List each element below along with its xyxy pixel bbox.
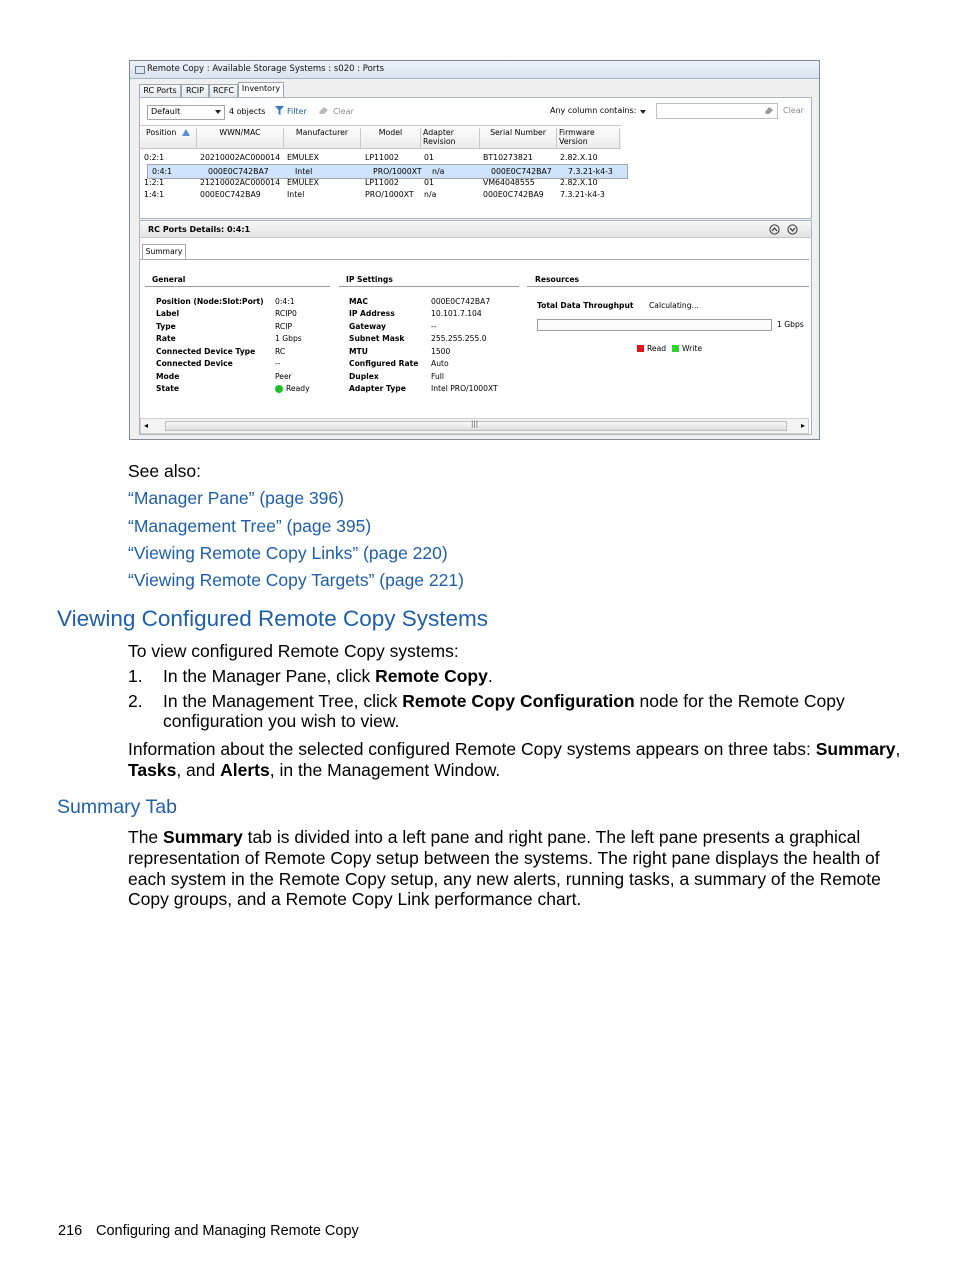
ip-value: Auto xyxy=(431,359,449,368)
link-viewing-remote-copy-targets[interactable]: “Viewing Remote Copy Targets” (page 221) xyxy=(128,570,464,590)
col-manufacturer[interactable]: Manufacturer xyxy=(284,128,361,148)
chevron-down-icon xyxy=(215,110,221,114)
filter-preset-select[interactable] xyxy=(147,105,225,120)
horizontal-scrollbar[interactable] xyxy=(140,418,809,434)
general-label: Mode xyxy=(156,372,180,381)
ip-value: Intel PRO/1000XT xyxy=(431,384,498,393)
general-section-title: General xyxy=(152,275,186,284)
general-value: Peer xyxy=(275,372,292,381)
table-row-selected[interactable]: 0:4:1 000E0C742BA7 Intel PRO/1000XT n/a 000E0C742BA7 7.3.21-k4-3 xyxy=(147,164,628,179)
scroll-left-icon[interactable]: ◂ xyxy=(144,421,149,430)
filter-button[interactable]: Filter xyxy=(287,107,307,116)
ip-value: 1500 xyxy=(431,347,451,356)
col-wwn-mac[interactable]: WWN/MAC xyxy=(197,128,284,148)
tab-rcfc[interactable]: RCFC xyxy=(209,84,238,97)
general-label: Position (Node:Slot:Port) xyxy=(156,297,264,306)
section-heading: Viewing Configured Remote Copy Systems xyxy=(57,606,489,631)
status-ready-icon xyxy=(275,385,283,393)
step-1-text: In the Manager Pane, click Remote Copy. xyxy=(163,666,493,686)
legend-write-label: Write xyxy=(682,344,703,353)
collapse-up-icon[interactable] xyxy=(769,224,780,235)
ports-grid-panel xyxy=(139,97,812,219)
table-row[interactable]: 1:4:1 000E0C742BA9 Intel PRO/1000XT n/a 000E0C742BA9 7.3.21-k4-3 xyxy=(144,190,605,199)
step-number: 2. xyxy=(128,691,143,711)
throughput-bar xyxy=(537,319,772,331)
filter-preset-value: Default xyxy=(151,107,181,116)
tab-inventory[interactable]: Inventory xyxy=(238,82,284,98)
subsection-heading: Summary Tab xyxy=(57,796,177,818)
grip-icon: ||| xyxy=(471,420,479,428)
ip-label: Configured Rate xyxy=(349,359,419,368)
port-details-panel xyxy=(139,220,812,435)
window-icon xyxy=(135,66,145,74)
summary-paragraph-line4: Copy groups, and a Remote Copy Link performance chart. xyxy=(128,889,582,909)
window-title: Remote Copy : Available Storage Systems : s020 : Ports xyxy=(147,64,385,74)
general-label: Connected Device Type xyxy=(156,347,256,356)
object-count: 4 objects xyxy=(229,107,266,116)
scroll-right-icon[interactable]: ▸ xyxy=(800,421,805,430)
throughput-value: Calculating... xyxy=(649,301,699,310)
clear-button-left[interactable]: Clear xyxy=(333,107,354,116)
tab-summary[interactable]: Summary xyxy=(142,244,186,260)
ip-label: MAC xyxy=(349,297,369,306)
divider xyxy=(145,286,330,287)
legend-read-swatch xyxy=(637,345,644,352)
intro-text: To view configured Remote Copy systems: xyxy=(128,641,459,661)
general-label: State xyxy=(156,384,180,393)
throughput-max: 1 Gbps xyxy=(777,320,804,329)
column-dropdown-chevron-icon[interactable] xyxy=(640,110,646,114)
step-2-text-line2: configuration you wish to view. xyxy=(163,711,400,731)
grid-header xyxy=(140,125,621,149)
step-2-text: In the Management Tree, click Remote Copy Configuration node for the Remote Copy xyxy=(163,691,845,711)
col-position[interactable]: Position xyxy=(140,128,197,148)
legend-write-swatch xyxy=(672,345,679,352)
info-paragraph-line2: Tasks, and Alerts, in the Management Window. xyxy=(128,760,501,780)
filter-icon xyxy=(275,106,284,115)
ip-label: Adapter Type xyxy=(349,384,406,393)
link-manager-pane[interactable]: “Manager Pane” (page 396) xyxy=(128,488,344,508)
throughput-label: Total Data Throughput xyxy=(537,301,634,310)
ip-label: MTU xyxy=(349,347,368,356)
link-viewing-remote-copy-links[interactable]: “Viewing Remote Copy Links” (page 220) xyxy=(128,543,448,563)
general-value: RCIP0 xyxy=(275,309,297,318)
table-row[interactable]: 0:2:1 20210002AC000014 EMULEX LP11002 01 BT10273821 2.82.X.10 xyxy=(144,153,598,162)
general-label: Connected Device xyxy=(156,359,233,368)
ip-label: Subnet Mask xyxy=(349,334,405,343)
general-value: 1 Gbps xyxy=(275,334,302,343)
col-model[interactable]: Model xyxy=(361,128,421,148)
summary-paragraph-line1: The Summary tab is divided into a left pane and right pane. The left pane presents a graphical xyxy=(128,827,861,847)
general-value: Ready xyxy=(286,384,310,393)
general-value: -- xyxy=(275,359,281,368)
step-number: 1. xyxy=(128,666,143,686)
legend-read-label: Read xyxy=(647,344,667,353)
details-header xyxy=(140,221,811,238)
window-titlebar xyxy=(130,61,819,79)
details-title: RC Ports Details: 0:4:1 xyxy=(148,225,251,234)
general-value: RC xyxy=(275,347,286,356)
remote-copy-window xyxy=(129,60,820,440)
footer-title: Configuring and Managing Remote Copy xyxy=(96,1223,359,1239)
general-label: Label xyxy=(156,309,180,318)
col-firmware-version[interactable]: Firmware Version xyxy=(557,128,620,148)
divider xyxy=(339,286,519,287)
ip-value: 000E0C742BA7 xyxy=(431,297,491,306)
info-paragraph-line1: Information about the selected configured Remote Copy systems appears on three tabs: Summary, xyxy=(128,739,901,759)
summary-paragraph-line3: each system in the Remote Copy setup, any new alerts, running tasks, a summary of the Remote xyxy=(128,869,881,889)
scrollbar-thumb[interactable] xyxy=(165,421,787,431)
eraser-icon xyxy=(318,106,329,115)
ip-value: 10.101.7.104 xyxy=(431,309,482,318)
tab-divider xyxy=(140,259,809,260)
ip-value: -- xyxy=(431,322,437,331)
see-also-label: See also: xyxy=(128,461,201,481)
general-value: 0:4:1 xyxy=(275,297,295,306)
page-number: 216 xyxy=(58,1223,83,1239)
general-label: Type xyxy=(156,322,176,331)
eraser-icon xyxy=(764,106,774,115)
tab-rcip[interactable]: RCIP xyxy=(181,84,209,97)
ip-label: IP Address xyxy=(349,309,395,318)
general-label: Rate xyxy=(156,334,176,343)
search-input[interactable] xyxy=(656,103,778,119)
collapse-down-icon[interactable] xyxy=(787,224,798,235)
ip-settings-section-title: IP Settings xyxy=(346,275,393,284)
col-adapter-revision[interactable]: Adapter Revision xyxy=(421,128,480,148)
ip-value: Full xyxy=(431,372,444,381)
divider xyxy=(527,286,809,287)
link-management-tree[interactable]: “Management Tree” (page 395) xyxy=(128,516,372,536)
ip-label: Gateway xyxy=(349,322,386,331)
clear-button-right[interactable]: Clear xyxy=(783,106,804,115)
any-column-label: Any column contains: xyxy=(550,106,637,115)
tab-rc-ports[interactable]: RC Ports xyxy=(139,84,181,97)
general-value: RCIP xyxy=(275,322,293,331)
summary-paragraph-line2: representation of Remote Copy setup between the systems. The right pane displays the health of xyxy=(128,848,880,868)
ip-label: Duplex xyxy=(349,372,379,381)
col-serial-number[interactable]: Serial Number xyxy=(480,128,557,148)
sort-ascending-icon xyxy=(182,129,190,136)
table-row[interactable]: 1:2:1 21210002AC000014 EMULEX LP11002 01 VM64048555 2.82.X.10 xyxy=(144,178,598,187)
resources-section-title: Resources xyxy=(535,275,580,284)
ip-value: 255.255.255.0 xyxy=(431,334,487,343)
